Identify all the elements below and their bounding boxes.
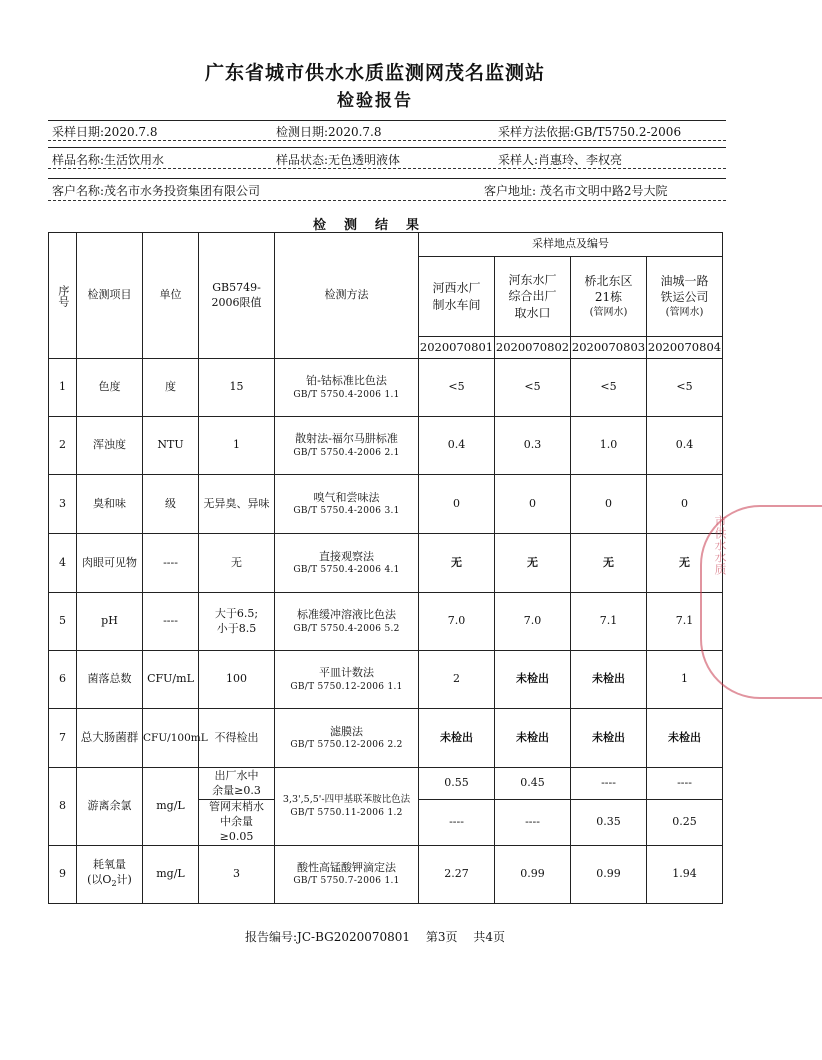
table-row bbox=[49, 768, 723, 800]
row-item: 色度 bbox=[77, 359, 143, 417]
site-code: 2020070803 bbox=[571, 337, 647, 359]
divider bbox=[48, 200, 726, 201]
result-value: 0.55 bbox=[419, 768, 495, 800]
result-value: 0 bbox=[571, 475, 647, 534]
row-item: 肉眼可见物 bbox=[77, 534, 143, 593]
result-value: ---- bbox=[495, 800, 571, 846]
result-value: 未检出 bbox=[571, 709, 647, 768]
result-value: 0 bbox=[647, 475, 723, 534]
row-limit: 15 bbox=[199, 359, 275, 417]
divider bbox=[48, 147, 726, 148]
report-subtitle: 检验报告 bbox=[337, 91, 413, 111]
row-method bbox=[275, 593, 419, 651]
results-title: 检测结果 bbox=[312, 218, 437, 233]
result-value: <5 bbox=[647, 359, 723, 417]
site-header bbox=[571, 257, 647, 337]
divider bbox=[48, 168, 726, 169]
row-unit: mg/L bbox=[143, 845, 199, 903]
row-method bbox=[275, 709, 419, 768]
site-code: 2020070802 bbox=[495, 337, 571, 359]
method-standard: GB/T 5750.7-2006 1.1 bbox=[293, 876, 400, 887]
table-row bbox=[49, 593, 723, 651]
method-name: 平皿计数法 bbox=[319, 666, 374, 679]
method-standard: GB/T 5750.12-2006 1.1 bbox=[290, 681, 403, 692]
row-limit: 无 bbox=[199, 534, 275, 593]
divider bbox=[48, 140, 726, 141]
row-item: 游离余氯 bbox=[77, 768, 143, 846]
result-value: 无 bbox=[571, 534, 647, 593]
result-value: <5 bbox=[419, 359, 495, 417]
row-unit: NTU bbox=[143, 417, 199, 475]
result-value: 1.0 bbox=[571, 417, 647, 475]
result-value: 0.4 bbox=[419, 417, 495, 475]
row-item: 菌落总数 bbox=[77, 651, 143, 709]
divider bbox=[48, 178, 726, 179]
table-row bbox=[49, 845, 723, 903]
method-name: 酸性高锰酸钾滴定法 bbox=[297, 860, 396, 874]
row-method bbox=[275, 359, 419, 417]
result-value: 未检出 bbox=[495, 709, 571, 768]
report-number: 报告编号:JC-BG2020070801 bbox=[244, 930, 411, 944]
row-method bbox=[275, 768, 419, 846]
method-name: 标准缓冲溶液比色法 bbox=[297, 608, 396, 621]
page-total: 共4页 bbox=[473, 930, 505, 944]
row-seq: 2 bbox=[49, 417, 77, 475]
result-value: 无 bbox=[419, 534, 495, 593]
result-value: 1 bbox=[647, 651, 723, 709]
method-name: 直接观察法 bbox=[319, 549, 374, 563]
method-standard: GB/T 5750.11-2006 1.2 bbox=[290, 807, 403, 818]
header-seq: 序号 bbox=[49, 233, 77, 359]
result-value: 0.35 bbox=[571, 800, 647, 846]
item-line-prefix: (以O bbox=[87, 872, 112, 886]
row-seq: 4 bbox=[49, 534, 77, 593]
row-unit: CFU/mL bbox=[143, 651, 199, 709]
site-code: 2020070804 bbox=[647, 337, 723, 359]
row-method bbox=[275, 417, 419, 475]
result-value: 2.27 bbox=[419, 845, 495, 903]
result-value: ---- bbox=[647, 768, 723, 800]
result-value: 0 bbox=[419, 475, 495, 534]
result-value: 7.1 bbox=[571, 593, 647, 651]
sampler: 采样人:肖惠玲、李权亮 bbox=[498, 153, 623, 167]
site-header bbox=[647, 257, 723, 337]
table-row bbox=[49, 709, 723, 768]
result-value: ---- bbox=[419, 800, 495, 846]
result-value: 1.94 bbox=[647, 845, 723, 903]
stamp-text: 市供水水质 bbox=[713, 515, 727, 575]
limit-line: 小于8.5 bbox=[216, 621, 257, 635]
header-limit: GB5749-2006限值 bbox=[199, 233, 275, 359]
item-line: 耗氧量 bbox=[93, 858, 126, 872]
result-value: 7.0 bbox=[495, 593, 571, 651]
result-value: 0.45 bbox=[495, 768, 571, 800]
result-value: <5 bbox=[495, 359, 571, 417]
result-value: ---- bbox=[571, 768, 647, 800]
row-unit: CFU/100mL bbox=[143, 709, 199, 768]
sample-date: 采样日期:2020.7.8 bbox=[52, 125, 158, 139]
method-standard: GB/T 5750.4-2006 1.1 bbox=[293, 389, 400, 400]
client-name: 客户名称:茂名市水务投资集团有限公司 bbox=[52, 184, 261, 198]
row-item bbox=[77, 845, 143, 903]
page-number: 第3页 bbox=[425, 930, 458, 944]
client-address: 客户地址: 茂名市文明中路2号大院 bbox=[484, 184, 668, 198]
row-unit: ---- bbox=[143, 593, 199, 651]
site-note: (管网水) bbox=[665, 307, 704, 319]
result-value: 7.1 bbox=[647, 593, 723, 651]
row-limit: 3 bbox=[199, 845, 275, 903]
method-standard: GB/T 5750.4-2006 5.2 bbox=[293, 623, 400, 634]
method-standard: GB/T 5750.12-2006 2.2 bbox=[290, 740, 403, 751]
table-row bbox=[49, 417, 723, 475]
item-line-subscript: 2 bbox=[111, 879, 117, 889]
method-standard: GB/T 5750.4-2006 3.1 bbox=[293, 506, 400, 517]
site-name: 油城一路铁运公司 bbox=[660, 273, 709, 305]
header-sites: 采样地点及编号 bbox=[419, 233, 723, 257]
divider bbox=[48, 120, 726, 121]
site-header bbox=[419, 257, 495, 337]
site-code: 2020070801 bbox=[419, 337, 495, 359]
row-unit: 度 bbox=[143, 359, 199, 417]
table-row bbox=[49, 475, 723, 534]
row-item: 总大肠菌群 bbox=[77, 709, 143, 768]
method-name: 铂-钴标准比色法 bbox=[306, 374, 387, 387]
row-method bbox=[275, 845, 419, 903]
row-limit: 1 bbox=[199, 417, 275, 475]
result-value: 未检出 bbox=[419, 709, 495, 768]
sample-method: 采样方法依据:GB/T5750.2-2006 bbox=[498, 125, 682, 139]
row-limit: 不得检出 bbox=[199, 709, 275, 768]
result-value: 0.25 bbox=[647, 800, 723, 846]
site-name: 桥北东区21栋 bbox=[584, 273, 633, 305]
result-value: 未检出 bbox=[647, 709, 723, 768]
row-limit: 出厂水中余量≥0.3 bbox=[199, 768, 275, 800]
result-value: 7.0 bbox=[419, 593, 495, 651]
row-limit: 管网末梢水中余量≥0.05 bbox=[199, 800, 275, 846]
result-value: 未检出 bbox=[495, 651, 571, 709]
result-value: 0.4 bbox=[647, 417, 723, 475]
table-row bbox=[49, 359, 723, 417]
method-name: 滤膜法 bbox=[330, 724, 363, 738]
row-item: 臭和味 bbox=[77, 475, 143, 534]
row-method bbox=[275, 651, 419, 709]
table-row bbox=[49, 651, 723, 709]
row-unit: 级 bbox=[143, 475, 199, 534]
header-item: 检测项目 bbox=[77, 233, 143, 359]
method-name: 散射法-福尔马肼标准 bbox=[295, 432, 398, 445]
site-name: 河西水厂制水车间 bbox=[432, 281, 481, 312]
result-value: 0.99 bbox=[571, 845, 647, 903]
table-row bbox=[49, 534, 723, 593]
row-method bbox=[275, 534, 419, 593]
method-name: 嗅气和尝味法 bbox=[313, 490, 380, 504]
result-value: <5 bbox=[571, 359, 647, 417]
row-seq: 7 bbox=[49, 709, 77, 768]
row-method bbox=[275, 475, 419, 534]
row-limit: 无异臭、异味 bbox=[199, 475, 275, 534]
row-seq: 3 bbox=[49, 475, 77, 534]
results-table bbox=[48, 232, 723, 904]
row-seq: 6 bbox=[49, 651, 77, 709]
result-value: 未检出 bbox=[571, 651, 647, 709]
method-standard: GB/T 5750.4-2006 2.1 bbox=[293, 447, 400, 458]
sample-state: 样品状态:无色透明液体 bbox=[276, 153, 401, 167]
row-limit bbox=[199, 593, 275, 651]
method-name: 3,3',5,5'-四甲基联苯胺比色法 bbox=[282, 793, 411, 805]
result-value: 2 bbox=[419, 651, 495, 709]
result-value: 无 bbox=[647, 534, 723, 593]
site-header bbox=[495, 257, 571, 337]
report-footer bbox=[0, 928, 750, 945]
result-value: 无 bbox=[495, 534, 571, 593]
row-seq: 9 bbox=[49, 845, 77, 903]
row-item: 浑浊度 bbox=[77, 417, 143, 475]
result-value: 0.3 bbox=[495, 417, 571, 475]
report-title: 广东省城市供水水质监测网茂名监测站 bbox=[204, 62, 545, 84]
row-unit: mg/L bbox=[143, 768, 199, 846]
test-date: 检测日期:2020.7.8 bbox=[276, 125, 382, 139]
result-value: 0 bbox=[495, 475, 571, 534]
sample-name: 样品名称:生活饮用水 bbox=[52, 153, 165, 167]
site-note: (管网水) bbox=[589, 307, 628, 319]
header-method: 检测方法 bbox=[275, 233, 419, 359]
row-seq: 5 bbox=[49, 593, 77, 651]
row-seq: 1 bbox=[49, 359, 77, 417]
row-item: pH bbox=[77, 593, 143, 651]
header-unit: 单位 bbox=[143, 233, 199, 359]
method-standard: GB/T 5750.4-2006 4.1 bbox=[293, 565, 400, 576]
item-line-suffix: 计) bbox=[116, 872, 132, 886]
result-value: 0.99 bbox=[495, 845, 571, 903]
limit-line: 大于6.5; bbox=[214, 606, 259, 620]
row-unit: ---- bbox=[143, 534, 199, 593]
site-name: 河东水厂综合出厂取水口 bbox=[508, 273, 557, 320]
row-seq: 8 bbox=[49, 768, 77, 846]
row-limit: 100 bbox=[199, 651, 275, 709]
